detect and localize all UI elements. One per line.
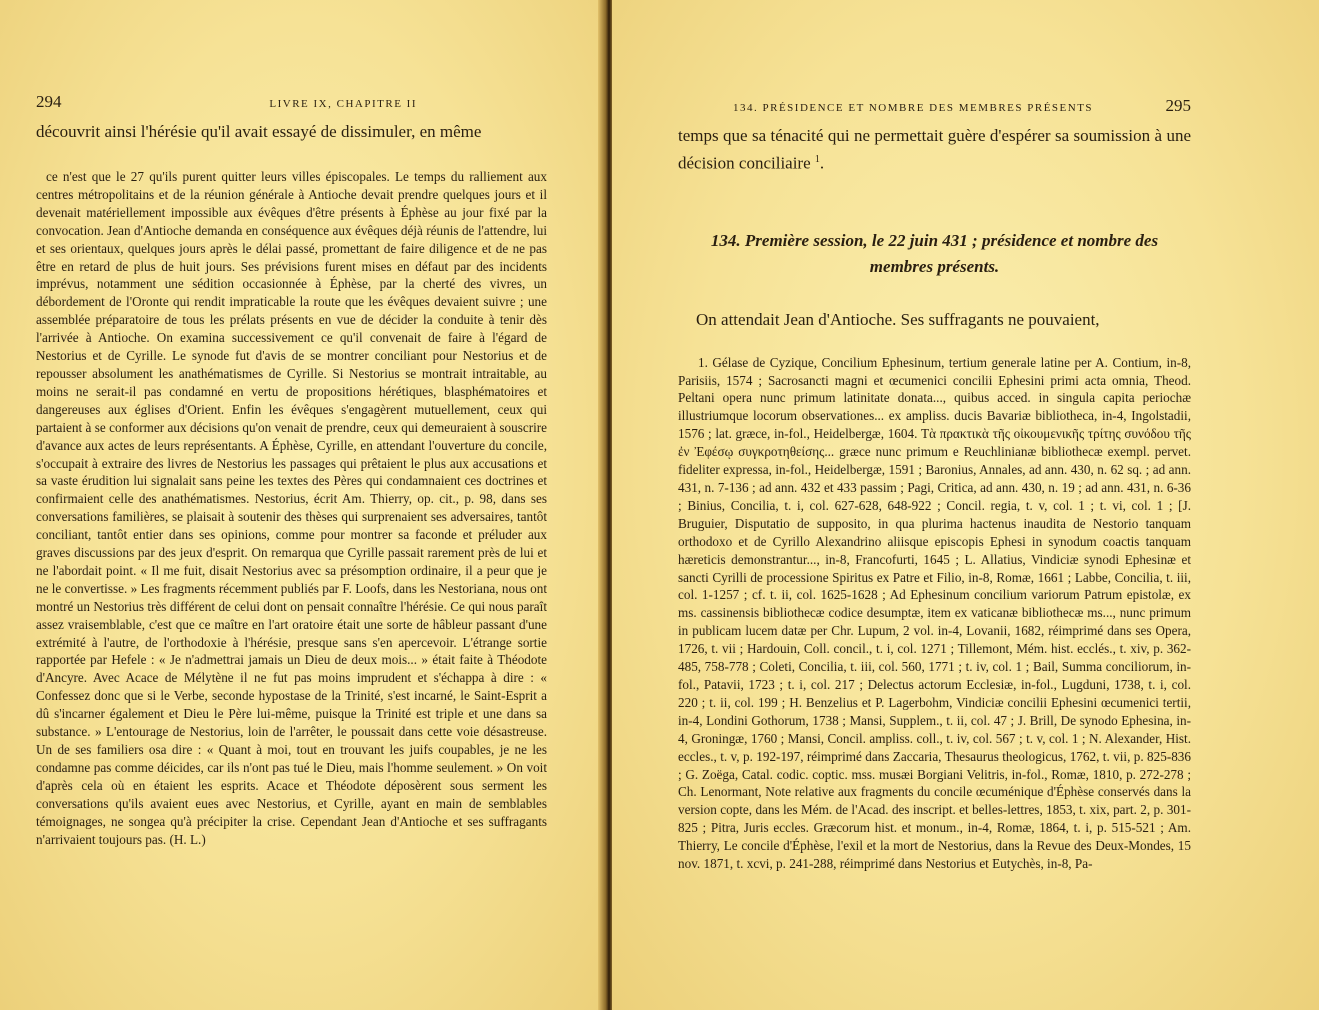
right-page [612,0,1319,1010]
right-running-head [678,96,1191,116]
body-text: découvrit ainsi l'hérésie qu'il avait essayé de dissimuler, en même [36,122,482,141]
section-heading: 134. Première session, le 22 juin 431 ; présidence et nombre des membres présents. [710,230,1159,276]
section-opening: On attendait Jean d'Antioche. Ses suffragants ne pouvaient, [696,309,1100,329]
running-title: 134. PRÉSIDENCE ET NOMBRE DES MEMBRES PRÉSENTS [733,102,1094,114]
left-running-head [36,92,547,112]
body-text: temps que sa ténacité qui ne permettait guère d'espérer sa soumission à une décision conciliaire $^1$. [678,126,1191,173]
footnote-block [678,354,1191,873]
footnote-marker: 1 [814,154,820,165]
left-page [0,0,605,1010]
running-title: LIVRE IX, CHAPITRE II [269,98,417,110]
page-number: 294 [36,92,62,111]
footnote-text: 1. Gélase de Cyzique, Concilium Ephesinum, tertium generale latine per A. Contium, in-8, Parisiis, 1574 ; Sacrosancti magni et œcumenici concilii Ephesini primi acta omnia, Theod. Peltani opera nunc primum latinitate donata..., quibus acced. in singula capita periochæ illustriumque locorum observationes... ex ampliss. ducis Bavariæ bibliotheca, in-4, Ingolstadii, 1576 ; lat. græce, in-fol., Heidelbergæ, 1604. Τὰ πρακτικὰ τῆς οἰκουμενικῆς τρίτης συνόδου τῆς ἐν Ἐφέσῳ συγκροτηθείσης... græce nunc primum e Reuchlinianæ bibliothecæ exempl. pervet. fideliter expressa, in-fol., Heidelbergæ, 1591 ; Baronius, Annales, ad ann. 430, n. 62 sq. ; ad ann. 431, n. 7-136 ; ad ann. 432 et 433 passim ; Pagi, Critica, ad ann. 430, n. 19 ; ad ann. 431, n. 6-36 ; Binius, Concilia, t. i, col. 627-628, 648-922 ; Concil. regia, t. v, col. 1 ; t. vi, col. 1 ; [J. Bruguier, Disputatio de supposito, in qua plurima hactenus inaudita de Nestorio tanquam orthodoxo et de Cyrillo Alexandrino aliisque episcopis Ephesi in synodum coactis tanquam hæreticis demonstrantur..., in-8, Francofurti, 1645 ; L. Allatius, Vindiciæ synodi Ephesinæ et sancti Cyrilli de processione Spiritus ex Patre et Filio, in-8, Romæ, 1661 ; Labbe, Concilia, t. iii, col. 1-1257 ; cf. t. ii, col. 1625-1628 ; Ad Ephesinum concilium variorum Patrum epistolæ, ex ms. cassinensis bibliothecæ codice desumptæ, item ex vaticanæ bibliothecæ ms..., nunc primum in publicam lucem datæ per Chr. Lupum, 2 vol. in-4, Lovanii, 1682, réimprimé dans ses Opera, 1726, t. vii ; Hardouin, Coll. concil., t. i, col. 1271 ; Tillemont, Mém. hist. ecclés., t. xiv, p. 362-485, 758-778 ; Coleti, Concilia, t. iii, col. 560, 1771 ; t. iv, col. 1 ; Bail, Summa conciliorum, in-fol., Patavii, 1723 ; t. i, col. 217 ; Delectus actorum Ecclesiæ, in-fol., Lugduni, 1738, t. i, col. 220 ; t. ii, col. 199 ; H. Benzelius et P. Lagerbohm, Vindiciæ concilii Ephesini œcumenici tertii, in-4, Londini Gothorum, 1738 ; Mansi, Supplem., t. ii, col. 47 ; J. Brill, De synodo Ephesina, in-4, Groningæ, 1760 ; Mansi, Concil. ampliss. coll., t. iv, col. 567 ; t. v, col. 1 ; N. Alexander, Hist. eccles., t. v, p. 192-197, réimprimé dans Zaccaria, Thesaurus theologicus, 1762, t. vii, p. 825-836 ; G. Zoëga, Catal. codic. coptic. mss. musæi Borgiani Velitris, in-fol., Romæ, 1810, p. 272-278 ; Ch. Lenormant, Note relative aux fragments du concile œcuménique d'Éphèse conservés dans la version copte, dans les Mém. de l'Acad. des inscript. et belles-lettres, 1853, t. xix, part. 2, p. 301-825 ; Pitra, Juris eccles. Græcorum hist. et monum., in-4, Romæ, 1864, t. i, p. 515-521 ; Am. Thierry, Le concile d'Éphèse, l'exil et la mort de Nestorius, dans la Revue des Deux-Mondes, 15 nov. 1871, t. xcvi, p. 241-288, réimprimé dans Nestorius et Eutychès, in-8, Pa- [678,354,1191,872]
page-number: 295 [1165,96,1191,115]
body-text-content: temps que sa ténacité qui ne permettait guère d'espérer sa soumission à une décision conciliaire [678,126,1191,173]
footnote-block [36,168,547,848]
footnote-text: ce n'est que le 27 qu'ils purent quitter leurs villes épiscopales. Le temps du ralliement aux centres métropolitains et de la réunion générale à Antioche devait prendre quelques jours et il devenait matériellement impossible aux évêques d'être présents à Éphèse au jour fixé par la convocation. Jean d'Antioche demanda en conséquence aux évêques déjà réunis de l'attendre, lui et ses orientaux, quelques jours après le délai passé, promettant de faire diligence et de ne pas être en retard de plus de huit jours. Ses prévisions furent mises en défaut par des incidents imprévus, notamment une sédition occasionnée à Éphèse, par la cherté des vivres, un débordement de l'Oronte qui rendit impraticable la route que les évêques devaient suivre ; une assemblée préparatoire de tous les prélats présents en vue de décider la conduite à tenir dès l'arrivée à Antioche. On examina successivement ce qu'il convenait de faire à l'égard de Nestorius et de Cyrille. Le synode fut d'avis de se montrer conciliant pour Nestorius et de repousser absolument les anathématismes de Cyrille. Si Nestorius se montrait intraitable, au moins ne serait-il pas condamné en vertu de propositions hérétiques, blasphématoires et dangereuses aux églises d'Orient. Enfin les évêques s'engagèrent mutuellement, ceux qui partaient à se conformer aux décisions qu'on venait de prendre, ceux qui demeuraient à souscrire d'avance aux actes de leurs représentants. A Éphèse, Cyrille, en attendant l'ouverture du concile, s'occupait à extraire des livres de Nestorius les passages qui prêtaient le plus aux accusations et sa vaste érudition lui signalait sans peine les textes des Pères qui condamnaient ces doctrines et confirmaient celle des anathématismes. Nestorius, écrit Am. Thierry, op. cit., p. 98, dans ses conversations familières, se plaisait à soutenir des thèses qui surprenaient ses adversaires, tantôt conciliant, tantôt entier dans ses opinions, comme pour montrer sa faconde et préluder aux graves discussions par des jeux d'esprit. On remarqua que Cyrille passait rarement près de lui et ne l'abordait point. « Il me fuit, disait Nestorius avec sa présomption ordinaire, il a peur que je ne le convertisse. » Les fragments récemment publiés par F. Loofs, dans les Nestoriana, nous ont montré un Nestorius très différent de celui dont on pensait connaître l'hérésie. Ce qui nous paraît assez vraisemblable, c'est que ce maître en l'art oratoire était une sorte de hâbleur passant d'une extrémité à l'autre, de l'orthodoxie à l'hérésie, presque sans s'en apercevoir. L'étrange sortie rapportée par Hefele : « Je n'admettrai jamais un Dieu de deux mois... » était faite à Théodote d'Ancyre. Avec Acace de Mélytène il ne fut pas moins imprudent et s'échappa à dire : « Confessez donc que si le Verbe, seconde hypostase de la Trinité, s'est incarné, le Saint-Esprit a dû s'incarner également et Dieu le Père lui-même, puisque la Trinité est triple et une dans sa substance. » L'entourage de Nestorius, loin de l'arrêter, le poussait dans cette voie désastreuse. Un de ses familiers osa dire : « Quant à moi, tout en trouvant les juifs coupables, je ne les condamne pas comme déicides, car ils n'ont pas tué le Dieu, mais l'homme seulement. » On voit d'après cela où en étaient les esprits. Acace et Théodote déposèrent sous serment les conversations qu'ils avaient eues avec Nestorius, et Cyrille, ayant en main de semblables témoignages, ne songea qu'à précipiter la crise. Cependant Jean d'Antioche et ses suffragants n'arrivaient toujours pas. (H. L.) [36,169,547,847]
